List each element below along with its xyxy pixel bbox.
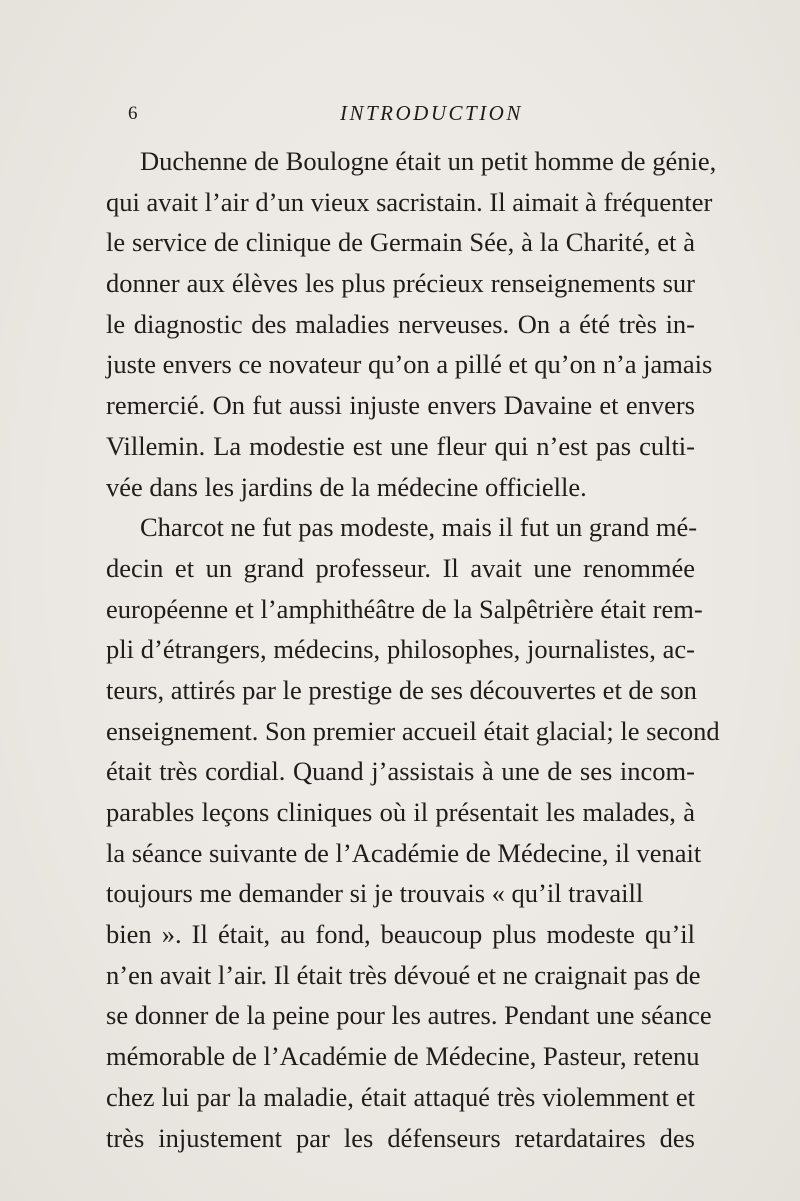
text-line: très injustement par les défenseurs retardataires des [106, 1122, 695, 1153]
text-line: decin et un grand professeur. Il avait une renommée [106, 552, 695, 583]
text-line: était très cordial. Quand j’assistais à une de ses incom- [106, 756, 695, 787]
body-text [106, 141, 720, 1158]
text-line: qui avait l’air d’un vieux sacristain. Il aimait à fréquenter [106, 186, 713, 217]
text-line: la séance suivante de l’Académie de Médecine, il venait [106, 837, 702, 868]
text-line: parables leçons cliniques où il présentait les malades, à [106, 797, 695, 827]
text-line: pli d’étrangers, médecins, philosophes, journalistes, ac- [106, 634, 695, 665]
text-line: vée dans les jardins de la médecine officielle. [106, 471, 587, 502]
text-line: enseignement. Son premier accueil était glacial; le second [106, 715, 720, 746]
text-line: teurs, attirés par le prestige de ses découvertes et de son [106, 674, 697, 705]
text-line: remercié. On fut aussi injuste envers Davaine et envers [106, 390, 695, 421]
text-line: bien ». Il était, au fond, beaucoup plus modeste qu’il [106, 919, 695, 950]
text-line: juste envers ce novateur qu’on a pillé et qu’on n’a jamais [106, 349, 713, 380]
text-line: Villemin. La modestie est une fleur qui n’est pas culti- [106, 430, 695, 461]
text-line: n’en avait l’air. Il était très dévoué et ne craignait pas de [106, 959, 701, 990]
text-line: mémorable de l’Académie de Médecine, Pasteur, retenu [106, 1041, 700, 1072]
text-line: toujours me demander si je trouvais « qu’il travaill [106, 878, 644, 909]
text-line: le diagnostic des maladies nerveuses. On a été très in- [106, 308, 695, 339]
text-line: Charcot ne fut pas modeste, mais il fut un grand mé- [140, 512, 698, 543]
text-line: européenne et l’amphithéâtre de la Salpêtrière était rem- [106, 593, 703, 624]
text-line: le service de clinique de Germain Sée, à la Charité, et à [106, 227, 695, 258]
running-head: INTRODUCTION [340, 101, 523, 125]
page-header [128, 101, 688, 131]
text-line: Duchenne de Boulogne était un petit homme de génie, [140, 146, 717, 176]
text-line: donner aux élèves les plus précieux renseignements sur [106, 268, 695, 299]
text-line: se donner de la peine pour les autres. Pendant une séance [106, 1000, 712, 1031]
text-line: chez lui par la maladie, était attaqué très violemment et [106, 1081, 695, 1112]
page-number: 6 [128, 103, 138, 124]
